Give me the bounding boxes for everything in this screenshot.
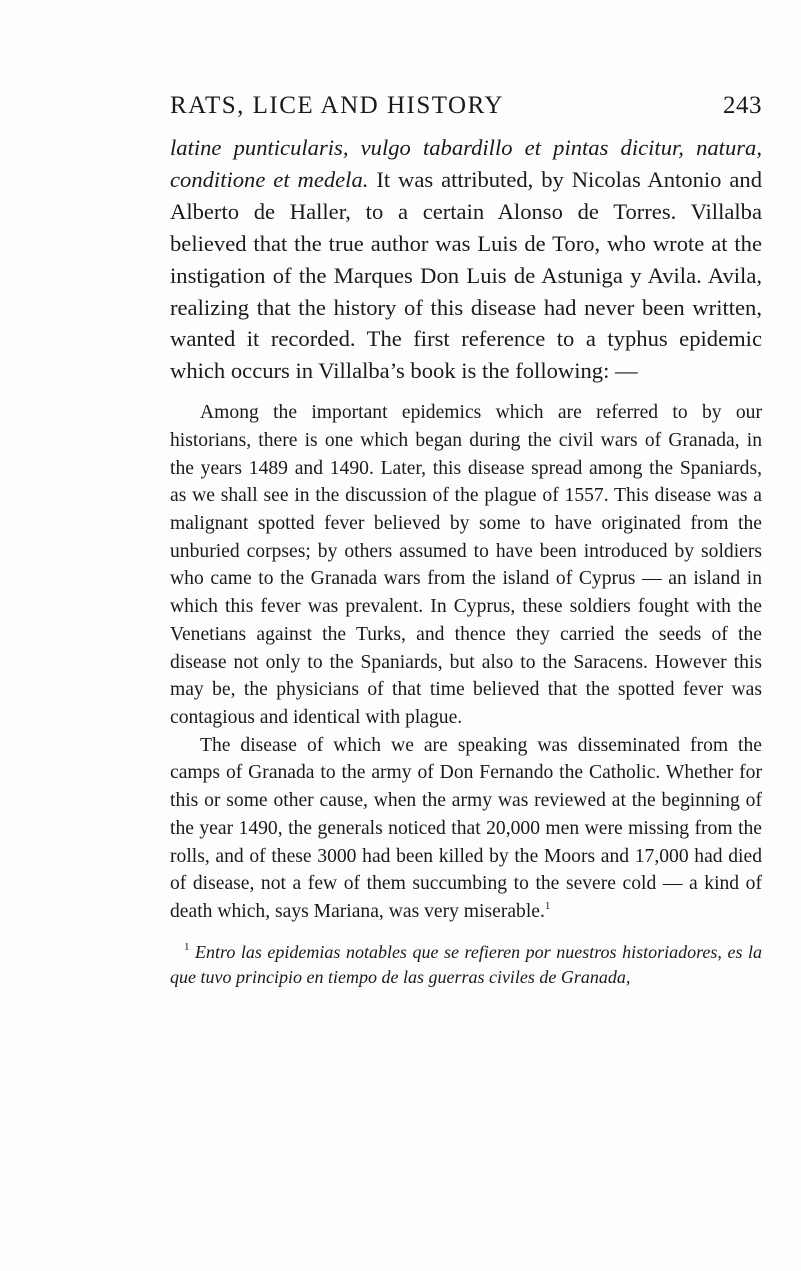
body-paragraph (170, 132, 762, 387)
body-text: It was attributed, by Nicolas Antonio and Alberto de Haller, to a certain Alonso de Torres. Villalba believed that the true author was Luis de Toro, who wrote at the instigation of the Marques Don Luis de Astuniga y Avila. Avila, realizing that the history of this disease had never been written, wanted it recorded. The first reference to a typhus epidemic which occurs in Villalba’s book is the following: — (170, 166, 763, 384)
quote-paragraph-text: Among the important epidemics which are referred to by our historians, there is one which began during the civil wars of Granada, in the years 1489 and 1490. Later, this disease spread among the Spaniards, as we shall see in the discussion of the plague of 1557. This disease was a malignant spotted fever believed by some to have originated from the unburied corpses; by others assumed to have been introduced by soldiers who came to the Granada wars from the island of Cyprus — an island in which this fever was prevalent. In Cyprus, these soldiers fought with the Venetians against the Turks, and thence they carried the seeds of the disease not only to the Spaniards, but also to the Saracens. However this may be, the physicians of that time believed that the spotted fever was contagious and identical with plague. (170, 402, 762, 728)
footnote-text: Entro las epidemias notables que se refieren por nuestros historiadores, es la que tuvo principio en tiempo de las guerras civiles de Granada, (170, 941, 762, 987)
book-page (170, 92, 762, 990)
footnote-marker: 1 (184, 940, 190, 953)
latin-title-continuation: latine punticularis, vulgo tabardillo et pintas dicitur, natura, conditione et medela. (170, 135, 762, 192)
page-number: 243 (723, 92, 762, 119)
block-quotation (170, 399, 762, 925)
page-header (170, 92, 762, 132)
quote-paragraph-text: The disease of which we are speaking was disseminated from the camps of Granada to the army of Don Fernando the Catholic. Whether for this or some other cause, when the army was reviewed at the beginning of the year 1490, the generals noticed that 20,000 men were missing from the rolls, and of these 3000 had been killed by the Moors and 17,000 had died of disease, not a few of them succumbing to the severe cold — a kind of death which, says Mariana, was very miserable. (170, 734, 762, 922)
running-title: RATS, LICE AND HISTORY (170, 92, 504, 119)
footnote-reference: 1 (544, 899, 551, 912)
quote-paragraph (170, 732, 762, 926)
quote-paragraph (170, 399, 762, 731)
footnote (170, 940, 762, 990)
